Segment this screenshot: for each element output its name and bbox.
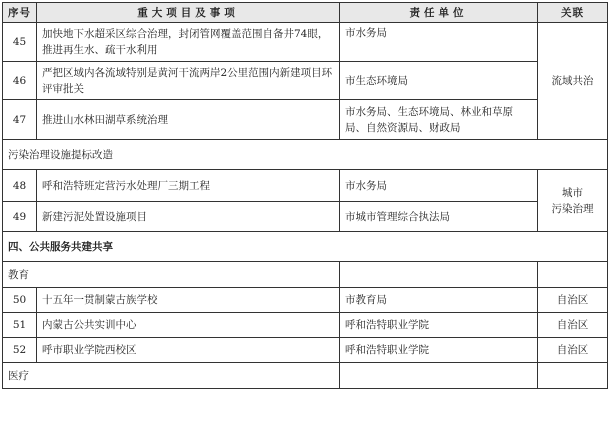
header-no: 序号 bbox=[3, 3, 37, 23]
row-item: 推进山水林田湖草系统治理 bbox=[37, 100, 340, 140]
table-row bbox=[3, 100, 608, 140]
section-pollution: 污染治理设施提标改造 bbox=[3, 140, 608, 170]
section-med: 医疗 bbox=[3, 363, 340, 389]
section-edu: 教育 bbox=[3, 262, 340, 288]
header-item: 重大项目及事项 bbox=[37, 3, 340, 23]
section-row bbox=[3, 140, 608, 170]
row-item: 十五年一贯制蒙古族学校 bbox=[37, 288, 340, 313]
table-row bbox=[3, 338, 608, 363]
row-tag-city bbox=[538, 170, 608, 232]
row-item: 严把区域内各流域特别是黄河干流两岸2公里范围内新建项目环评审批关 bbox=[37, 62, 340, 100]
row-tag: 自治区 bbox=[538, 288, 608, 313]
row-unit: 市水务局 bbox=[340, 170, 538, 202]
row-no: 46 bbox=[3, 62, 37, 100]
row-unit: 呼和浩特职业学院 bbox=[340, 313, 538, 338]
row-item: 内蒙古公共实训中心 bbox=[37, 313, 340, 338]
table-row bbox=[3, 62, 608, 100]
table-row bbox=[3, 288, 608, 313]
section-row bbox=[3, 363, 608, 389]
empty-cell bbox=[538, 262, 608, 288]
section-row bbox=[3, 232, 608, 262]
row-no: 47 bbox=[3, 100, 37, 140]
section-public: 四、公共服务共建共享 bbox=[3, 232, 608, 262]
row-item: 呼市职业学院西校区 bbox=[37, 338, 340, 363]
row-unit: 市水务局、生态环境局、林业和草原局、自然资源局、财政局 bbox=[340, 100, 538, 140]
row-item: 呼和浩特班定营污水处理厂三期工程 bbox=[37, 170, 340, 202]
row-no: 45 bbox=[3, 23, 37, 62]
row-unit: 呼和浩特职业学院 bbox=[340, 338, 538, 363]
table-row bbox=[3, 170, 608, 202]
row-unit: 市水务局 bbox=[340, 23, 538, 62]
header-tag: 关联 bbox=[538, 3, 608, 23]
row-tag: 自治区 bbox=[538, 338, 608, 363]
header-unit: 责任单位 bbox=[340, 3, 538, 23]
row-tag-basin: 流域共治 bbox=[538, 23, 608, 140]
project-table bbox=[2, 2, 608, 389]
row-item: 加快地下水超采区综合治理，封闭管网覆盖范围自备井74眼，推进再生水、疏干水利用 bbox=[37, 23, 340, 62]
section-row bbox=[3, 262, 608, 288]
empty-cell bbox=[340, 363, 538, 389]
table-row bbox=[3, 23, 608, 62]
row-unit: 市城市管理综合执法局 bbox=[340, 202, 538, 232]
row-tag: 自治区 bbox=[538, 313, 608, 338]
row-no: 48 bbox=[3, 170, 37, 202]
row-item: 新建污泥处置设施项目 bbox=[37, 202, 340, 232]
row-unit: 市教育局 bbox=[340, 288, 538, 313]
table-row bbox=[3, 313, 608, 338]
row-unit: 市生态环境局 bbox=[340, 62, 538, 100]
empty-cell bbox=[340, 262, 538, 288]
row-no: 49 bbox=[3, 202, 37, 232]
empty-cell bbox=[538, 363, 608, 389]
row-tag-city-text: 城市 污染治理 bbox=[551, 186, 594, 215]
row-no: 51 bbox=[3, 313, 37, 338]
table-row bbox=[3, 202, 608, 232]
row-no: 52 bbox=[3, 338, 37, 363]
row-no: 50 bbox=[3, 288, 37, 313]
table-header-row bbox=[3, 3, 608, 23]
